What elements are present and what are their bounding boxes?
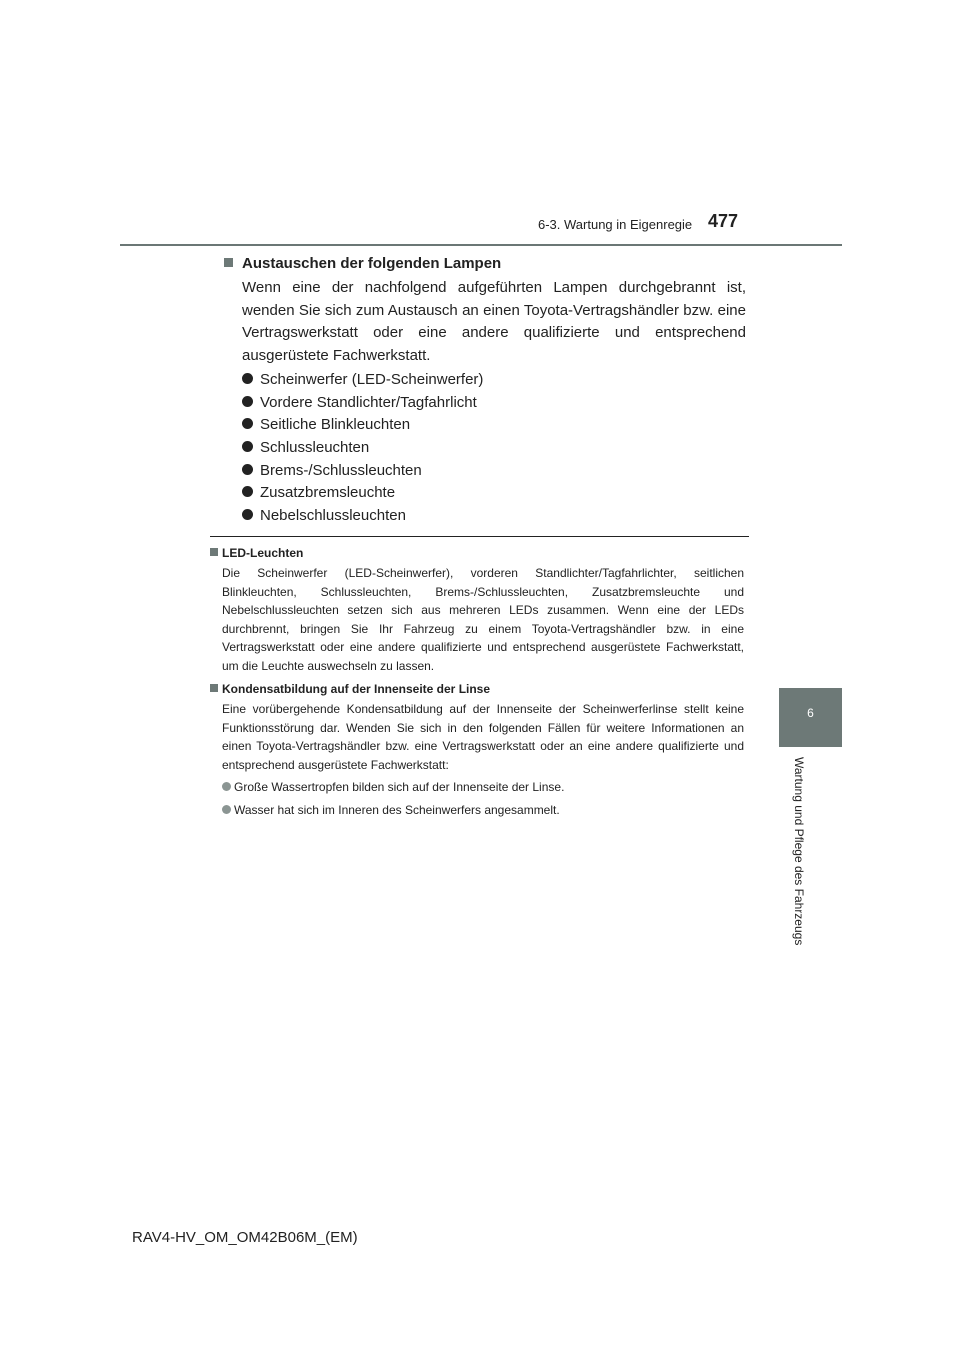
list-item-text: Schlussleuchten: [260, 439, 370, 457]
bullet-dot-icon: [222, 782, 231, 791]
note-heading-text: LED-Leuchten: [222, 546, 304, 560]
bullet-dot-icon: [242, 396, 253, 407]
bullet-dot-icon: [242, 441, 253, 452]
note-heading-text: Kondensatbildung auf der Innenseite der Linse: [222, 682, 491, 696]
list-item: [242, 483, 746, 503]
square-bullet-icon: [210, 548, 218, 556]
list-item-text: Große Wassertropfen bilden sich auf der Innenseite der Linse.: [234, 780, 565, 794]
section-header: 6-3. Wartung in Eigenregie: [538, 217, 693, 232]
square-bullet-icon: [210, 684, 218, 692]
main-paragraph: Wenn eine der nachfolgend aufgeführten Lampen durchgebrannt ist, wenden Sie sich zum Austausch an einen Toyota-Vertragshändler bzw. eine Vertragswerkstatt oder eine andere qualifizierte und entsprechend ausgerüstete Fachwerkstatt.: [242, 279, 746, 364]
page-number: 477: [708, 211, 739, 231]
list-item: [242, 506, 746, 526]
lamp-list: [242, 370, 746, 526]
bullet-dot-icon: [222, 805, 231, 814]
note-text: Die Scheinwerfer (LED-Scheinwerfer), vorderen Standlichter/Tagfahrlichter, seitlichen Blinkleuchten, Schlussleuchten, Brems-/Schlussleuchten, Zusatzbremsleuchte und Nebelschlussleuchten setzen sich aus mehreren LEDs zusammen. Wenn eine der LEDs durchbrennt, bringen Sie Ihr Fahrzeug zu einem Toyota-Vertragshändler bzw. in eine Vertragswerkstatt oder eine andere qualifizierte und entsprechend ausgerüstete Fachwerkstatt, um die Leuchte auswechseln zu lassen.: [222, 566, 744, 673]
note-list: [222, 778, 744, 819]
list-item: [222, 778, 744, 796]
list-item: [242, 461, 746, 481]
chapter-tab: [779, 688, 842, 747]
bullet-dot-icon: [242, 373, 253, 384]
chapter-number: 6: [807, 706, 814, 720]
list-item-text: Scheinwerfer (LED-Scheinwerfer): [260, 371, 484, 388]
list-item: [242, 438, 746, 458]
main-section: [224, 254, 746, 529]
list-item-text: Wasser hat sich im Inneren des Scheinwerfers angesammelt.: [234, 803, 560, 817]
list-item-text: Vordere Standlichter/Tagfahrlicht: [260, 393, 477, 411]
square-bullet-icon: [224, 258, 233, 267]
list-item: [242, 370, 746, 390]
note-heading: [210, 681, 744, 697]
list-item-text: Brems-/Schlussleuchten: [260, 461, 422, 479]
list-item-text: Seitliche Blinkleuchten: [260, 416, 411, 434]
list-item: [242, 393, 746, 413]
list-item: [222, 801, 744, 819]
note-heading: [210, 545, 744, 561]
header-divider: [120, 244, 842, 246]
list-item-text: Nebelschlussleuchten: [260, 507, 406, 525]
list-item: [242, 415, 746, 435]
note-text: Eine vorübergehende Kondensatbildung auf der Innenseite der Scheinwerferlinse stellt keine Funktionsstörung dar. Wenden Sie sich in den folgenden Fällen für weitere Informationen an einen Toyota-Vertragshändler bzw. eine Vertragswerkstatt oder an eine andere qualifizierte und entsprechend ausgerüstete Fachwerkstatt:: [222, 702, 744, 772]
bullet-dot-icon: [242, 464, 253, 475]
bullet-dot-icon: [242, 418, 253, 429]
bullet-dot-icon: [242, 486, 253, 497]
notes-section: [210, 545, 744, 824]
section-divider: [210, 536, 749, 537]
document-code: RAV4-HV_OM_OM42B06M_(EM): [132, 1229, 358, 1246]
main-heading-text: Austauschen der folgenden Lampen: [242, 255, 502, 272]
bullet-dot-icon: [242, 509, 253, 520]
chapter-title: Wartung und Pflege des Fahrzeugs: [792, 757, 806, 946]
list-item-text: Zusatzbremsleuchte: [260, 484, 396, 502]
main-heading: [224, 254, 746, 274]
